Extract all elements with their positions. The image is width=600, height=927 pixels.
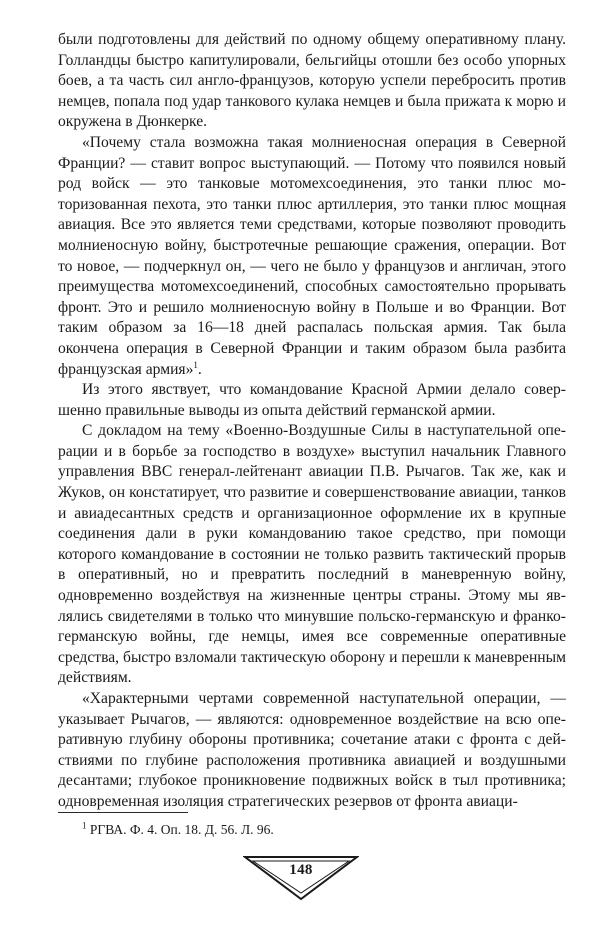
footnote-reference: 1 — [193, 359, 198, 370]
footnote-marker: 1 — [82, 820, 87, 831]
paragraph-1: были подготовлены для действий по одному общему оперативному плану. Голландцы быстро капитулировали, бельгийцы отошли без особо упорных боев, а та часть сил англо-французов, которую успели перебросить против немцев, попала под удар танкового кулака немцев и была прижата к морю и окружена в Дюнкерке. — [58, 31, 566, 131]
paragraph-2-end: . — [197, 360, 202, 378]
footnote — [82, 821, 562, 838]
page-number-ornament — [243, 855, 359, 903]
page-body — [58, 30, 566, 813]
paragraph-5: «Характерными чертами современной наступательной операции, — указывает Рычагов, — являются: одновременное воздействие на всю оперативную глубину обороны противника; сочетание атаки с фронта с действиями по глубине расположения противника авиацией и воздушными десантами; глубокое проникновение подвижных войск в тыл противника; одновременная изоляция стратегических резервов от фронта авиаци- — [58, 690, 566, 810]
page-number: 148 — [289, 862, 313, 878]
paragraph-3: Из этого явствует, что командование Красной Армии делало совершенно правильные выводы из опыта действий германской армии. — [58, 381, 566, 419]
footnote-text: РГВА. Ф. 4. Оп. 18. Д. 56. Л. 96. — [89, 822, 274, 837]
paragraph-2-text: «Почему стала возможна такая молниеносная операция в Северной Франции? — ставит вопрос выступающий. — Потому что появился новый род войск — это танковые мотомехсоединения, это танки плюс моторизованная пехота, это танки плюс артиллерия, это танки плюс мощная авиация. Все это является теми средствами, которые позволяют проводить молниеносную войну, быстротечные решающие сражения, операции. Вот то новое, — подчеркнул он, — чего не было у французов и англичан, этого преимущества мотомехсоединений, способных самостоятельно прорывать фронт. Это и решило молниеносную войну в Польше и во Франции. Вот таким образом за 16—18 дней распалась польская армия. Так была окончена операция в Северной Франции и таким образом была разбита французская армия» — [58, 133, 566, 378]
footnote-divider — [58, 812, 188, 813]
paragraph-4: С докладом на тему «Военно-Воздушные Силы в наступательной операции и в борьбе за господство в воздухе» выступил начальник Главного управления ВВС генерал-лейтенант авиации П.В. Рычагов. Так же, как и Жуков, он констатирует, что развитие и совершенствование авиации, танков и авиадесантных средств и организационное оформление их в крупные соединения дали в руки командованию такое средство, при помощи которого командование в состоянии не только развить тактический прорыв в оперативный, но и превратить последний в маневренную войну, одновременно воздействуя на жизненные центры страны. Этому мы являлись свидетелями в только что минувшие польско-германскую и франко-германскую войны, где немцы, имея все современные оперативные средства, быстро взломали тактическую оборону и перешли к маневренным действиям. — [58, 422, 566, 687]
paragraph-2 — [58, 133, 566, 380]
